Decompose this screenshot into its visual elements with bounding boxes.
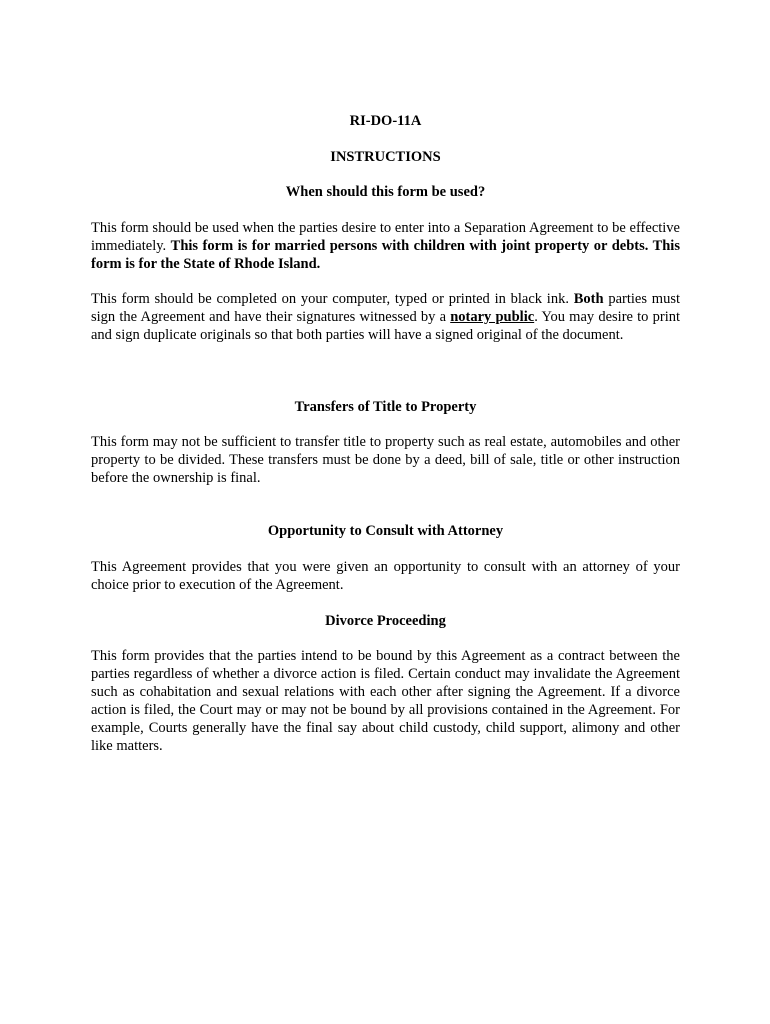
attorney-paragraph: This Agreement provides that you were given an opportunity to consult with an attorney of your choice prior to execution of the Agreement. <box>91 559 680 593</box>
when-used-p2-text-e: . You may desire to print and sign duplicate originals so that both parties will have a signed original of the document. <box>91 309 681 343</box>
instructions-heading: INSTRUCTIONS <box>330 149 441 165</box>
when-used-p2-bold: Both <box>573 291 604 307</box>
when-used-p1-text: This form should be used when the parties desire to enter into a Separation Agreement to be effective immediately. <box>91 220 680 254</box>
when-used-paragraph-1 <box>91 219 680 273</box>
when-used-paragraph-2 <box>91 290 680 344</box>
transfers-title: Transfers of Title to Property <box>294 399 477 415</box>
when-used-p2-text-a: This form should be completed on your computer, typed or printed in black ink. <box>91 291 574 307</box>
divorce-title: Divorce Proceeding <box>325 613 446 629</box>
when-used-title: When should this form be used? <box>285 184 486 200</box>
notary-public-term: notary public <box>450 309 535 325</box>
attorney-title: Opportunity to Consult with Attorney <box>267 523 504 539</box>
when-used-p2-text-c: parties must sign the Agreement and have their signatures witnessed by a <box>91 291 680 325</box>
when-used-p1-bold: This form is for married persons with children with joint property or debts. This form is for the State of Rhode Island. <box>91 238 680 272</box>
form-id: RI-DO-11A <box>349 113 422 129</box>
divorce-paragraph: This form provides that the parties intend to be bound by this Agreement as a contract between the parties regardless of whether a divorce action is filed. Certain conduct may invalidate the Agreement such as cohabitation and sexual relations with each other after signing the Agreement. If a divorce action is filed, the Court may or may not be bound by all provisions contained in the Agreement. For example, Courts generally have the final say about child custody, child support, alimony and other like matters. <box>91 648 680 754</box>
transfers-paragraph: This form may not be sufficient to transfer title to property such as real estate, automobiles and other property to be divided. These transfers must be done by a deed, bill of sale, title or other instruction before the ownership is final. <box>91 434 680 486</box>
